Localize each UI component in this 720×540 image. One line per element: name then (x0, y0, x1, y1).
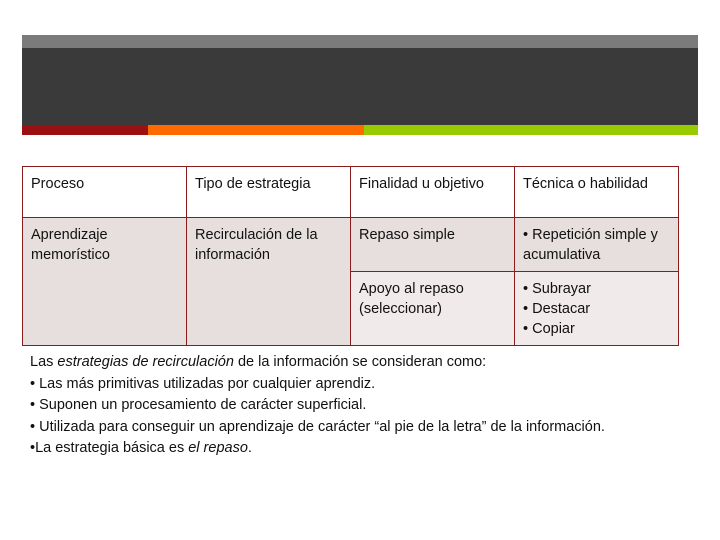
notes-bullet: • Las más primitivas utilizadas por cualquier aprendiz. (30, 375, 376, 392)
cell-finalidad: Repaso simple (351, 218, 515, 272)
last-emphasis: el repaso (188, 440, 248, 456)
intro-emphasis: estrategias de recirculación (57, 354, 234, 370)
accent-red (22, 125, 148, 135)
cell-tecnica (515, 218, 679, 272)
tecnica-item: • Subrayar (523, 281, 591, 297)
last-text: . (247, 440, 252, 456)
accent-bar (22, 125, 698, 135)
tecnica-item: • Copiar (523, 321, 575, 337)
intro-text: Las (30, 354, 58, 370)
last-text: •La estrategia básica es (30, 440, 189, 456)
notes-intro (30, 352, 630, 374)
strategy-table (22, 166, 679, 346)
notes-text (30, 352, 630, 460)
header-proceso: Proceso (23, 167, 187, 218)
header-finalidad: Finalidad u objetivo (351, 167, 515, 218)
tecnica-item: • Repetición simple y acumulativa (523, 227, 658, 263)
tecnica-item: • Destacar (523, 301, 591, 317)
table-header-row (23, 167, 679, 218)
cell-proceso: Aprendizaje memorístico (23, 218, 187, 346)
header-tecnica: Técnica o habilidad (515, 167, 679, 218)
notes-bullet: • Suponen un procesamiento de carácter superficial. (30, 397, 367, 413)
accent-green (364, 125, 698, 135)
notes-bullet: • Utilizada para conseguir un aprendizaje de carácter “al pie de la letra” de la información. (30, 418, 605, 435)
header-tipo: Tipo de estrategia (187, 167, 351, 218)
cell-finalidad: Apoyo al repaso (seleccionar) (351, 272, 515, 346)
title-top-strip (22, 35, 698, 48)
cell-tecnica (515, 272, 679, 346)
accent-orange (148, 125, 364, 135)
cell-tipo: Recirculación de la información (187, 218, 351, 346)
title-band (22, 48, 698, 125)
intro-text: de la información se consideran como: (233, 354, 487, 370)
table-row (23, 218, 679, 272)
notes-last (30, 438, 630, 460)
